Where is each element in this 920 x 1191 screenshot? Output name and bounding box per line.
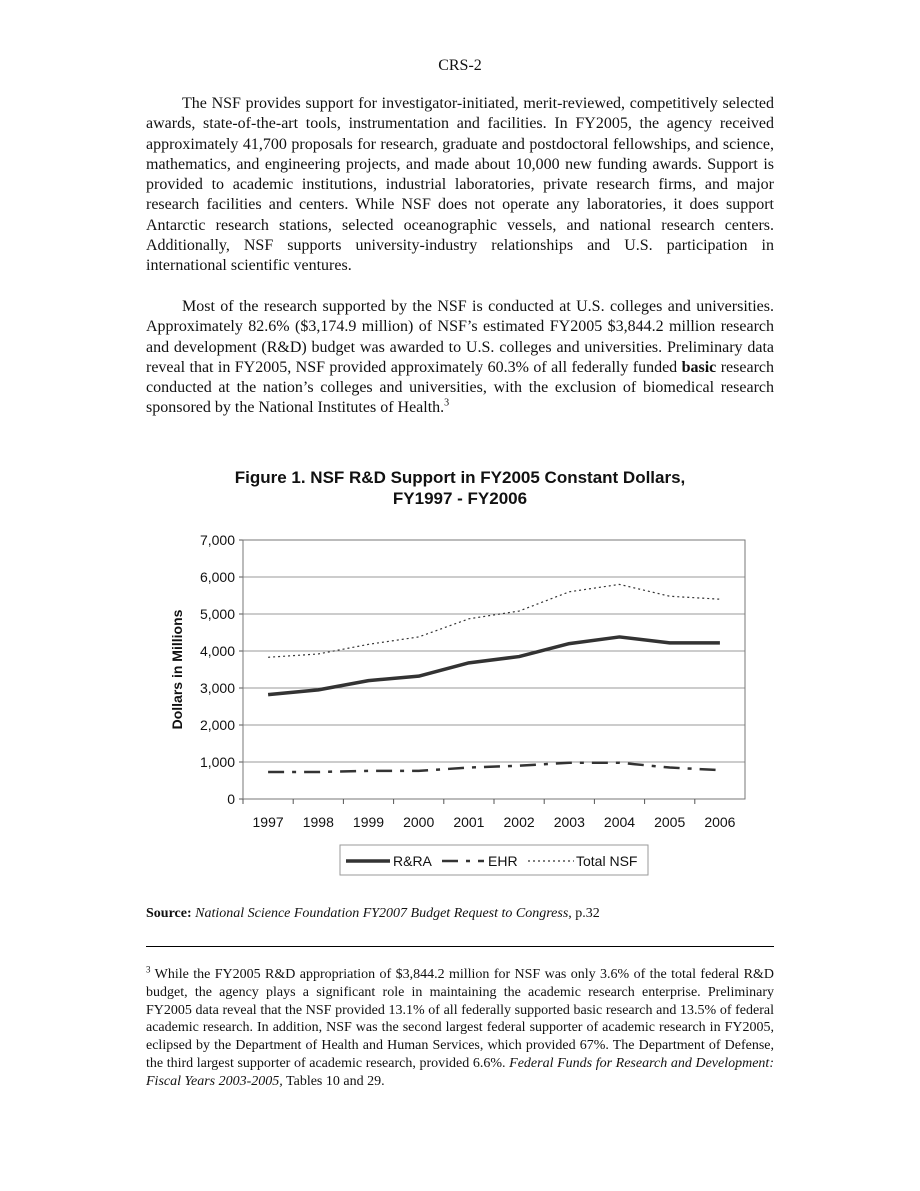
y-tick-label: 4,000 xyxy=(199,643,235,659)
body-paragraph-1: The NSF provides support for investigator-initiated, merit-reviewed, competitively selected awards, state-of-the-art tools, instrumentation and facilities. In FY2005, the agency received approximately 41,700 proposals for research, graduate and postdoctoral fellowships, and science, mathematics, and engineering projects, and made about 10,000 new funding awards. Support is provided to academic institutions, industrial laboratories, private research firms, and major research facilities and centers. While NSF does not operate any laboratories, it does support Antarctic research stations, selected oceanographic vessels, and national research centers. Additionally, NSF supports university-industry relationships and U.S. participation in international scientific ventures. xyxy=(146,95,774,275)
x-tick-label: 2000 xyxy=(403,814,435,830)
x-tick-label: 1999 xyxy=(352,814,385,830)
figure-title xyxy=(120,467,800,509)
y-tick-label: 6,000 xyxy=(199,569,235,585)
series-line-ehr xyxy=(268,763,720,772)
footnote-text: While the FY2005 R&D appropriation of $3,844.2 million for NSF was only 3.6% of the total federal R&D budget, the agency plays a significant role in maintaining the academic research enterprise. Preliminary FY2005 data reveal that the NSF provided 13.1% of all federally supported basic research and 13.5% of federal academic research. In addition, NSF was the second largest federal supporter of academic research in FY2005, eclipsed by the Department of Health and Human Services, which provided 67%. The Department of Defense, the third largest supporter of academic research, provided 6.6%. xyxy=(146,967,774,1071)
x-tick-label: 1998 xyxy=(302,814,334,830)
figure-title-line-2: FY1997 - FY2006 xyxy=(392,489,528,508)
footnote-citation: Federal Funds for Research and Development: Fiscal Years 2003-2005, xyxy=(146,1055,774,1089)
legend-label: EHR xyxy=(488,853,518,869)
footnote-citation-end: Tables 10 and 29. xyxy=(282,1073,385,1089)
source-title: National Science Foundation FY2007 Budget Request to Congress xyxy=(195,906,569,921)
footnote-number: 3 xyxy=(146,964,151,975)
y-tick-label: 5,000 xyxy=(199,606,235,622)
paragraph-2-text-b: research conducted at the nation’s colleges and universities, with the exclusion of biomedical research sponsored by the National Institutes of Health. xyxy=(146,358,774,417)
y-tick-label: 0 xyxy=(227,791,235,807)
y-tick-label: 1,000 xyxy=(199,754,235,770)
line-chart xyxy=(150,525,770,885)
x-tick-label: 2004 xyxy=(603,814,636,830)
footnote-3 xyxy=(146,966,774,1091)
x-tick-label: 2001 xyxy=(453,814,485,830)
footnote-reference: 3 xyxy=(444,398,450,410)
x-tick-label: 1997 xyxy=(252,814,284,830)
y-tick-label: 7,000 xyxy=(199,532,235,548)
x-tick-label: 2005 xyxy=(654,814,686,830)
legend-label: Total NSF xyxy=(576,853,638,869)
footnote-divider xyxy=(146,946,774,947)
x-tick-label: 2003 xyxy=(553,814,585,830)
body-paragraph-2 xyxy=(146,297,774,419)
series-line-total-nsf xyxy=(268,584,720,657)
paragraph-2-bold-word: basic xyxy=(681,358,717,376)
y-axis-label: Dollars in Millions xyxy=(169,609,185,730)
y-tick-label: 3,000 xyxy=(199,680,235,696)
plot-area-frame xyxy=(243,540,745,799)
y-tick-label: 2,000 xyxy=(199,717,235,733)
page-header: CRS-2 xyxy=(438,57,482,74)
series-line-r-ra xyxy=(268,637,720,695)
figure-title-line-1: Figure 1. NSF R&D Support in FY2005 Constant Dollars, xyxy=(234,468,686,487)
figure-source xyxy=(146,906,600,922)
paragraph-2-text-a: Most of the research supported by the NSF is conducted at U.S. colleges and universities. Approximately 82.6% ($3,174.9 million) of NSF’s estimated FY2005 $3,844.2 million research and development (R&D) budget was awarded to U.S. colleges and universities. Preliminary data reveal that in FY2005, NSF provided approximately 60.3% of all federally funded xyxy=(146,298,774,376)
legend-label: R&RA xyxy=(393,853,432,869)
source-label: Source: xyxy=(146,906,192,921)
x-tick-label: 2006 xyxy=(704,814,736,830)
x-tick-label: 2002 xyxy=(503,814,535,830)
source-page: , p.32 xyxy=(568,906,600,921)
